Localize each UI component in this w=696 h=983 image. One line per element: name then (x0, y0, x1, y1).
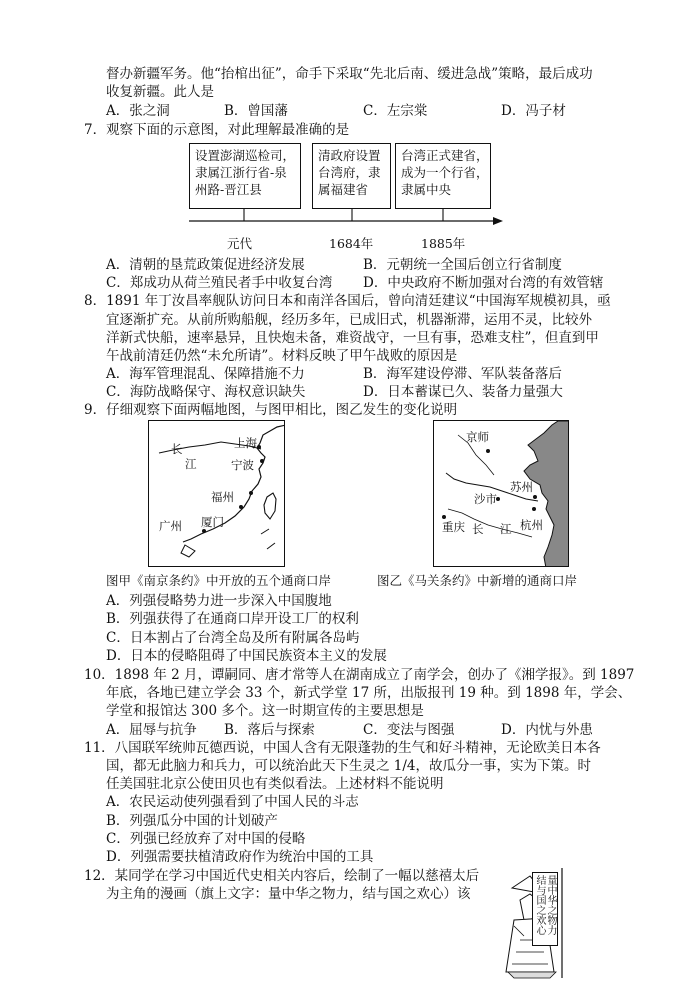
q7-timeline-1684: 1684年 (329, 236, 374, 251)
q8-line4: 午战前清廷仍然“未允所请”。材料反映了甲午战败的原因是 (106, 348, 458, 364)
map-yi-shashi: 沙市 (474, 492, 497, 506)
q10-option-a: A．屈辱与抗争 (106, 722, 197, 738)
map-yi-suzhou: 苏州 (510, 480, 533, 494)
cartoon-flag (532, 872, 558, 946)
q8-option-d: D．日本蓄谋已久、装备力量强大 (363, 384, 563, 400)
q7-box1-line3: 州路-晋江县 (195, 182, 262, 197)
q8-line1: 8．1891 年丁汝昌率舰队访问日本和南洋各国后，曾向清廷建议“中国海军规模初具，亟 (84, 293, 611, 309)
q7-timeline-1885: 1885年 (421, 236, 466, 251)
q9-map-yi (433, 420, 569, 567)
map-yi-hangzhou: 杭州 (520, 518, 543, 532)
q9-option-d: D．日本的侵略阻碍了中国民族资本主义的发展 (106, 648, 387, 664)
q9-option-b: B．列强获得了在通商口岸开设工厂的权利 (106, 611, 359, 627)
map-jia-guangzhou: 广州 (159, 519, 182, 533)
q9-option-a: A．列强侵略势力进一步深入中国腹地 (106, 593, 332, 609)
q8-line2: 宜逐渐扩充。从前所购船舰，经历多年，已成旧式，机器渐滞，运用不灵，比较外 (106, 312, 592, 328)
map-jia-jiang: 江 (185, 457, 197, 471)
q6-option-d: D．冯子材 (501, 103, 566, 119)
q8-option-b: B．海军建设停滞、军队装备落后 (363, 366, 562, 382)
map-yi-jiang: 江 (500, 522, 512, 536)
q7-box1-line1: 设置澎湖巡检司， (195, 148, 296, 163)
q11-line3: 任美国驻北京公使田贝也有类似看法。上述材料不能说明 (106, 776, 444, 792)
q7-box3-line3: 隶属中央 (401, 182, 452, 197)
q10-option-c: C．变法与图强 (363, 722, 455, 738)
q10-line2: 年底，各地已建立学会 33 个，新式学堂 17 所，出版报刊 19 种。到 1898 年，学会、 (106, 685, 632, 701)
map-jia-shanghai: 上海 (234, 436, 257, 450)
q7-box3-line2: 成为一个行省， (401, 165, 489, 180)
q9-map-jia (148, 420, 285, 567)
q8-line3: 洋新式快船，速率悬异，且快炮未备，难资战守，一旦有事，恐难支柱”，但直到甲 (106, 330, 599, 346)
q7-box3-line1: 台湾正式建省， (401, 148, 489, 163)
q9-option-c: C．日本割占了台湾全岛及所有附属各岛屿 (106, 630, 360, 646)
q11-option-c: C．列强已经放弃了对中国的侵略 (106, 831, 306, 847)
q6-line2: 收复新疆。此人是 (106, 84, 214, 100)
map-jia-xiamen: 厦门 (201, 515, 224, 529)
q10-option-d: D．内忧与外患 (501, 722, 593, 738)
map-jia-ningbo: 宁波 (231, 458, 254, 472)
map-jia-chang: 长 (171, 442, 183, 456)
q11-option-a: A．农民运动使列强看到了中国人民的斗志 (106, 794, 359, 810)
map-yi-coastline (434, 421, 569, 567)
q12-line1: 12．某同学在学习中国近代史相关内容后，绘制了一幅以慈禧太后 (84, 868, 480, 884)
q11-line1: 11．八国联军统帅瓦德西说，中国人含有无限蓬勃的生气和好斗精神，无论欧美日本各 (84, 740, 601, 756)
q11-option-b: B．列强瓜分中国的计划破产 (106, 813, 278, 829)
q6-line1: 督办新疆军务。他“抬棺出征”，命手下采取“先北后南、缓进急战”策略，最后成功 (106, 66, 593, 82)
map-yi-chang: 长 (472, 522, 484, 536)
q7-option-d: D．中央政府不断加强对台湾的有效管辖 (363, 275, 604, 291)
map-yi-chongqing: 重庆 (442, 520, 465, 534)
q7-option-b: B．元朝统一全国后创立行省制度 (363, 257, 562, 273)
cartoon-flag-col2: 结与国之欢心 (534, 875, 545, 935)
q10-line1: 10．1898 年 2 月，谭嗣同、唐才常等人在湖南成立了南学会，创办了《湘学报》。到 1897 (84, 667, 635, 683)
q9-map-jia-caption: 图甲《南京条约》中开放的五个通商口岸 (106, 573, 332, 588)
q6-option-a: A．张之洞 (106, 103, 170, 119)
cartoon-flag-col1: 量中华之物力 (545, 875, 556, 935)
q7-box2-line2: 台湾府，隶 (318, 165, 381, 180)
q7-option-a: A．清朝的垦荒政策促进经济发展 (106, 257, 305, 273)
q9-map-yi-caption: 图乙《马关条约》中新增的通商口岸 (377, 573, 578, 588)
q6-option-c: C．左宗棠 (363, 103, 428, 119)
q10-option-b: B．落后与探索 (224, 722, 315, 738)
q8-option-c: C．海防战略保守、海权意识缺失 (106, 384, 306, 400)
q7-stem: 7．观察下面的示意图，对此理解最准确的是 (84, 122, 350, 138)
q8-option-a: A．海军管理混乱、保障措施不力 (106, 366, 305, 382)
q7-box2-line1: 清政府设置 (318, 148, 381, 163)
q6-option-b: B．曾国藩 (224, 103, 288, 119)
q9-stem: 9．仔细观察下面两幅地图，与图甲相比，图乙发生的变化说明 (84, 402, 458, 418)
q7-box2-line3: 属福建省 (318, 182, 369, 197)
map-jia-fuzhou: 福州 (211, 490, 234, 504)
map-yi-jingshi: 京师 (466, 430, 489, 444)
q11-option-d: D．列强需要扶植清政府作为统治中国的工具 (106, 849, 374, 865)
q11-line2: 国，都无此脑力和兵力，可以统治此天下生灵之 1/4，故瓜分一事，实为下策。时 (106, 758, 592, 774)
q7-box1-line2: 隶属江浙行省-泉 (195, 165, 287, 180)
q7-timeline-yuan: 元代 (227, 236, 253, 251)
q12-line2: 为主角的漫画（旗上文字：量中华之物力，结与国之欢心）该 (106, 886, 471, 902)
q10-line3: 学堂和报馆达 300 多个。这一时期宣传的主要思想是 (106, 703, 424, 719)
q7-option-c: C．郑成功从荷兰殖民者手中收复台湾 (106, 275, 333, 291)
